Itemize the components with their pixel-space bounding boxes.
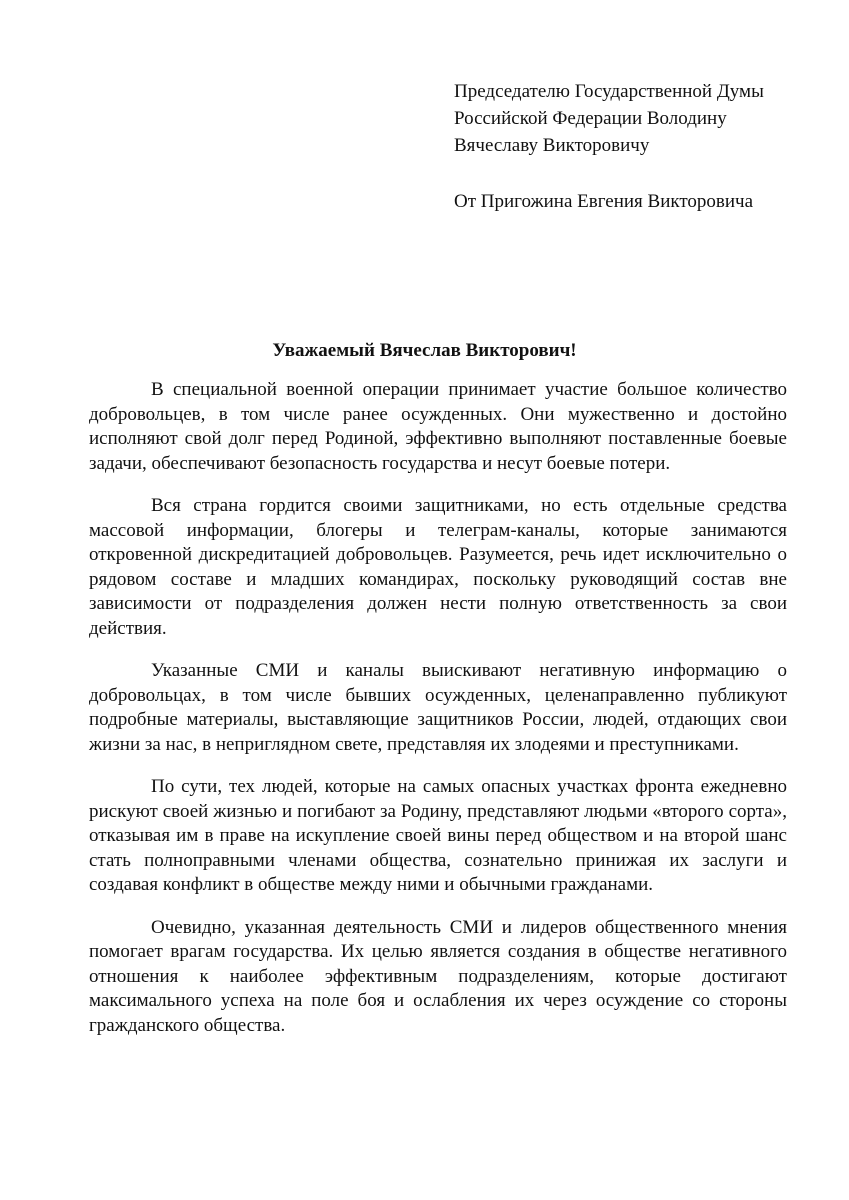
salutation: Уважаемый Вячеслав Викторович! [272,340,577,361]
body-paragraph: Указанные СМИ и каналы выискивают негативную информацию о добровольцах, в том числе бывших осужденных, целенаправленно публикуют подробные материалы, выставляющие защитников России, людей, отдающих свои жизни за нас, в неприглядном свете, представляя их злодеями и преступниками. [89,660,787,755]
addressee-line: Российской Федерации Володину [454,108,727,129]
body-paragraph: Вся страна гордится своими защитниками, но есть отдельные средства массовой информации, блогеры и телеграм-каналы, которые занимаются откровенной дискредитацией добровольцев. Разумеется, речь идет исключительно о рядовом составе и младших командирах, поскольку руководящий состав вне зависимости от подразделения должен нести полную ответственность за свои действия. [89,495,787,639]
letter-body [89,378,787,1056]
addressee-line: Председателю Государственной Думы [454,81,764,102]
addressee-block [454,78,814,159]
addressee-line: Вячеславу Викторовичу [454,135,650,156]
body-paragraph: В специальной военной операции принимает участие большое количество добровольцев, в том числе ранее осужденных. Они мужественно и достойно исполняют свой долг перед Родиной, эффективно выполняют поставленные боевые задачи, обеспечивают безопасность государства и несут боевые потери. [89,379,787,474]
body-paragraph: Очевидно, указанная деятельность СМИ и лидеров общественного мнения помогает врагам государства. Их целью является создания в обществе негативного отношения к наиболее эффективным подразделениям, которые достигают максимального успеха на поле боя и ослабления их через осуждение со стороны гражданского общества. [89,916,787,1036]
body-paragraph: По сути, тех людей, которые на самых опасных участках фронта ежедневно рискуют своей жизнью и погибают за Родину, представляют людьми «второго сорта», отказывая им в праве на искупление своей вины перед обществом и на второй шанс стать полноправными членами общества, сознательно принижая их заслуги и создавая конфликт в обществе между ними и обычными гражданами. [89,776,787,895]
sender-line: От Пригожина Евгения Викторовича [454,191,754,212]
